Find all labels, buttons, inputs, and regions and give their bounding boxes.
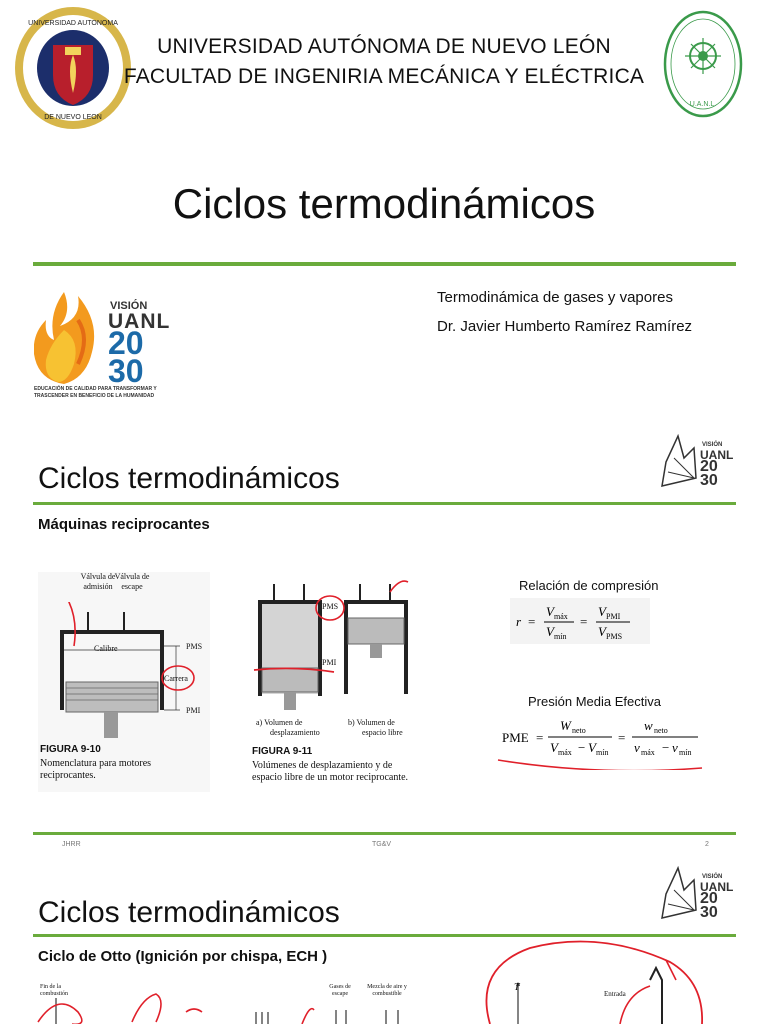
svg-text:máx: máx <box>641 748 655 757</box>
title-underline <box>33 502 736 505</box>
svg-text:V: V <box>598 624 606 639</box>
svg-text:=: = <box>528 614 536 629</box>
figure-9-11-number: FIGURA 9-11 <box>252 746 313 757</box>
presentation-title: Ciclos termodinámicos <box>172 180 596 227</box>
pmi-label: PMI <box>186 706 201 715</box>
footer-course: TG&V <box>372 841 392 848</box>
svg-text:v: v <box>672 740 678 755</box>
svg-text:neto: neto <box>654 726 668 735</box>
mep-formula <box>494 710 706 770</box>
figure-9-11-caption-2: espacio libre de un motor reciprocante. <box>252 772 409 783</box>
small-logo-word: VISIÓN <box>702 442 723 448</box>
svg-text:mín: mín <box>596 748 609 757</box>
vision-tagline-2: TRASCENDER EN BENEFICIO DE LA HUMANIDAD <box>34 393 155 399</box>
ts-diagram <box>470 940 740 1024</box>
origami-logo-icon <box>660 434 700 494</box>
label-a-2: desplazamiento <box>270 728 320 737</box>
title-underline <box>33 934 736 937</box>
svg-text:UNIVERSIDAD AUTONOMA: UNIVERSIDAD AUTONOMA <box>28 20 118 27</box>
stroke-label: Carrera <box>164 674 188 683</box>
air-fuel-mixture-label: Mezcla de aire y combustible <box>367 984 407 997</box>
bore-label: Calibre <box>94 644 118 653</box>
pmi-label-2: PMI <box>322 658 337 667</box>
vision-brand: UANL <box>108 310 171 333</box>
faculty-name: FACULTAD DE INGENIRIA MECÁNICA Y ELÉCTRICA <box>123 65 645 88</box>
slide-title: Ciclos termodinámicos <box>38 896 340 929</box>
figure-9-10-number: FIGURA 9-10 <box>40 744 101 755</box>
small-logo-year-top: 20 <box>700 890 718 907</box>
small-logo-brand: UANL <box>700 880 734 894</box>
svg-text:máx: máx <box>558 748 572 757</box>
course-name: Termodinámica de gases y vapores <box>437 289 673 306</box>
svg-text:mín: mín <box>679 748 692 757</box>
label-b-1: b) Volumen de <box>348 718 395 727</box>
svg-text:mín: mín <box>554 632 567 641</box>
slide-title <box>0 0 768 420</box>
slide-reciprocating-engines <box>0 420 768 860</box>
svg-text:=: = <box>580 614 588 629</box>
exhaust-valve-label: Válvula de escape <box>114 572 150 591</box>
figure-9-11-caption-1: Volúmenes de desplazamiento y de <box>252 760 393 771</box>
svg-text:PMI: PMI <box>606 612 621 621</box>
svg-text:V: V <box>550 740 558 755</box>
compression-ratio-formula <box>510 598 650 644</box>
vision-uanl-2030-logo <box>34 290 174 402</box>
ts-entry-label: Entrada <box>604 990 626 998</box>
svg-text:V: V <box>546 624 554 639</box>
svg-text:V: V <box>588 740 596 755</box>
pms-label-2: PMS <box>322 602 339 611</box>
svg-text:r: r <box>516 614 522 629</box>
svg-text:−: − <box>662 740 670 755</box>
flame-icon <box>34 290 96 385</box>
footer-divider <box>33 832 736 835</box>
svg-text:neto: neto <box>572 726 586 735</box>
figure-9-10-caption-2: reciprocantes. <box>40 770 96 781</box>
vision-word: VISIÓN <box>110 300 148 312</box>
compression-ratio-label: Relación de compresión <box>519 578 659 593</box>
slide-subtitle: Máquinas reciprocantes <box>38 516 210 533</box>
footer-author: JHRR <box>62 841 81 848</box>
figure-9-10 <box>38 572 210 792</box>
slide-title: Ciclos termodinámicos <box>38 462 340 495</box>
svg-text:v: v <box>634 740 640 755</box>
uanl-seal-logo <box>13 5 133 131</box>
vision-year-top: 20 <box>108 325 144 361</box>
label-a-1: a) Volumen de <box>256 718 303 727</box>
label-b-2: espacio libre <box>362 728 403 737</box>
svg-text:w: w <box>644 718 653 733</box>
slide-otto-cycle <box>0 860 768 1024</box>
svg-text:DE NUEVO LEON: DE NUEVO LEON <box>44 114 102 121</box>
title-divider <box>33 262 736 266</box>
small-logo-word: VISIÓN <box>702 874 723 880</box>
svg-text:=: = <box>536 730 544 745</box>
university-name: UNIVERSIDAD AUTÓNOMA DE NUEVO LEÓN <box>157 35 611 58</box>
slide-subtitle: Ciclo de Otto (Ignición por chispa, ECH ) <box>38 948 328 965</box>
professor-name: Dr. Javier Humberto Ramírez Ramírez <box>437 318 693 335</box>
pms-label: PMS <box>186 642 203 651</box>
figure-9-11 <box>250 572 418 792</box>
vision-tagline-1: EDUCACIÓN DE CALIDAD PARA TRANSFORMAR Y <box>34 386 157 392</box>
origami-logo-icon <box>660 866 700 926</box>
end-combustion-label: Fin de la combustión <box>40 984 68 997</box>
otto-engine-figure <box>36 982 432 1024</box>
vision-year-bottom: 30 <box>108 353 144 389</box>
vision-uanl-small-logo <box>660 434 738 496</box>
ts-axis-label: T <box>514 982 520 993</box>
svg-text:−: − <box>578 740 586 755</box>
svg-text:=: = <box>618 730 626 745</box>
svg-text:U.A.N.L.: U.A.N.L. <box>689 101 717 108</box>
fime-seal-logo <box>663 10 743 118</box>
svg-text:W: W <box>560 718 571 733</box>
exhaust-gases-label: Gases de escape <box>329 984 351 997</box>
footer-page-number: 2 <box>705 841 709 848</box>
svg-text:máx: máx <box>554 612 568 621</box>
svg-text:PME: PME <box>502 730 529 745</box>
small-logo-brand: UANL <box>700 448 734 462</box>
intake-valve-label: Válvula de admisión <box>80 572 116 591</box>
displacement-volume-diagram <box>250 572 418 712</box>
engine-cylinder-diagram <box>38 602 210 742</box>
mep-label: Presión Media Efectiva <box>528 694 661 709</box>
figure-9-10-caption-1: Nomenclatura para motores <box>40 758 152 769</box>
otto-engine-sketch <box>36 982 432 1024</box>
small-logo-year-bottom: 30 <box>700 904 718 921</box>
svg-text:V: V <box>598 604 606 619</box>
svg-text:V: V <box>546 604 554 619</box>
svg-text:PMS: PMS <box>606 632 623 641</box>
small-logo-year-top: 20 <box>700 458 718 475</box>
small-logo-year-bottom: 30 <box>700 472 718 489</box>
vision-uanl-small-logo <box>660 866 738 928</box>
